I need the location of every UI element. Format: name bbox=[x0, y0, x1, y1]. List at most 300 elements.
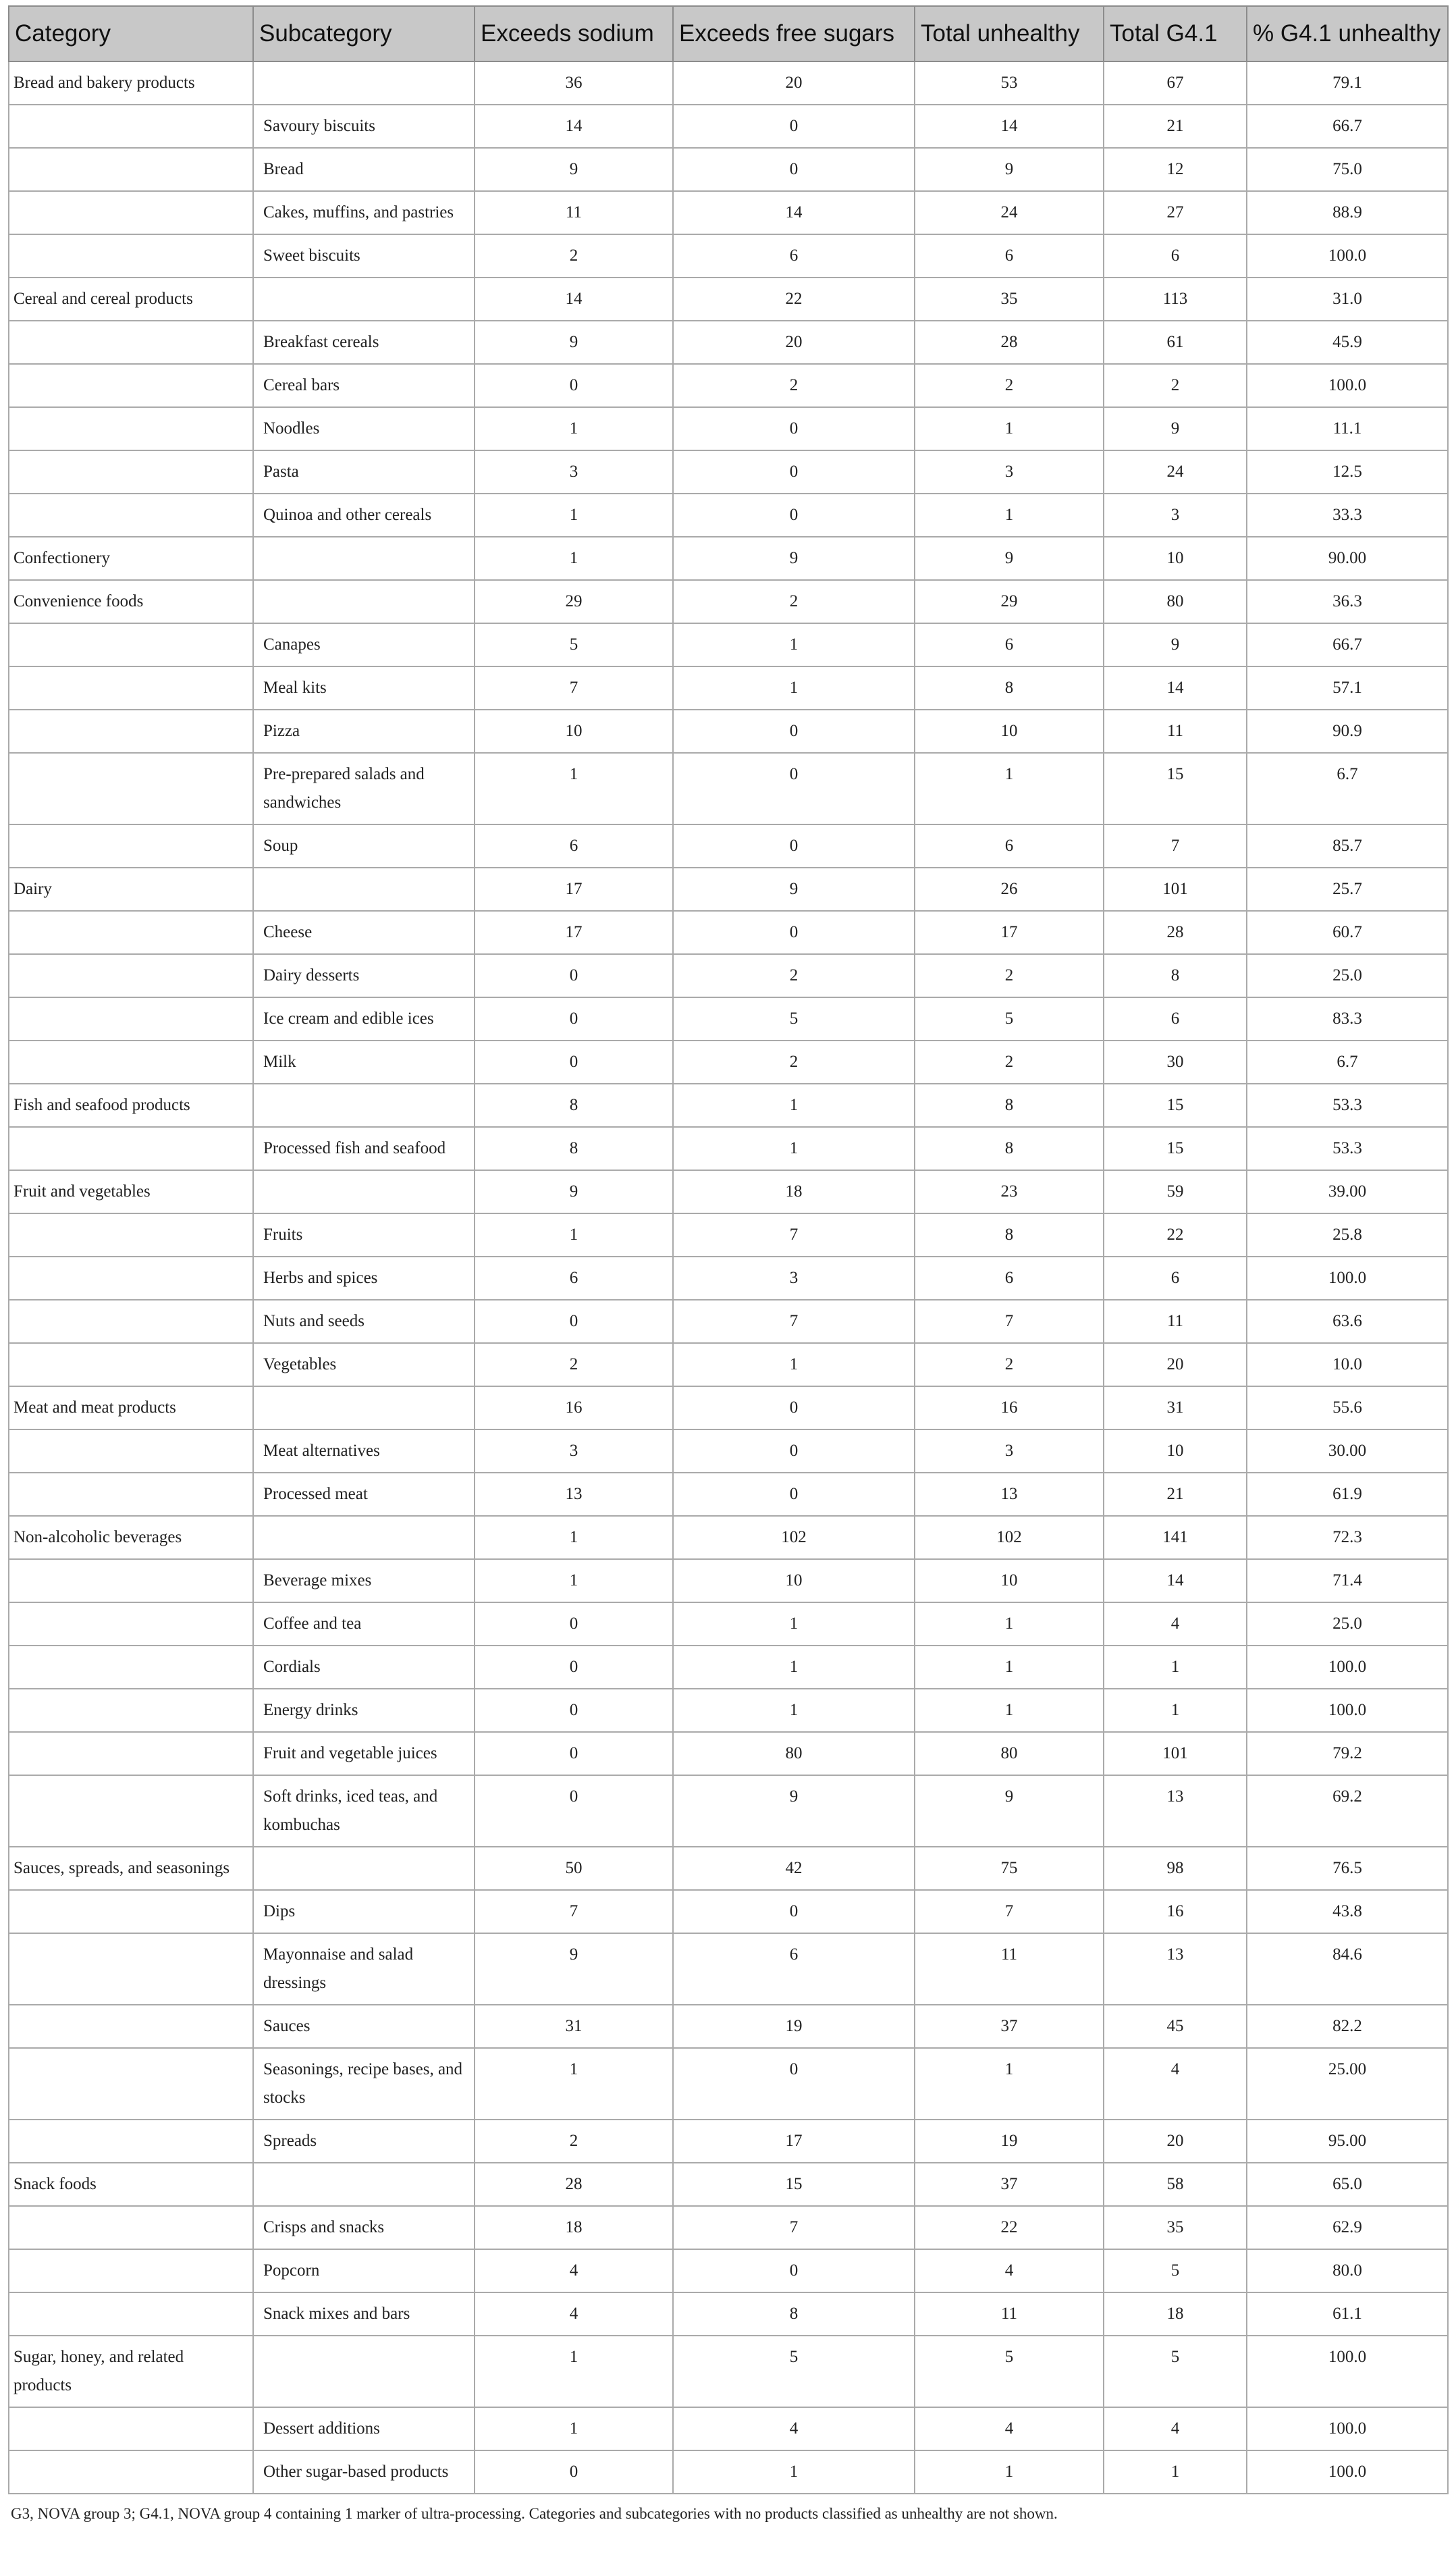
subcategory-row bbox=[9, 1429, 1448, 1473]
percent-g41-unhealthy-cell: 100.0 bbox=[1247, 2450, 1448, 2494]
category-cell bbox=[9, 105, 253, 148]
category-cell bbox=[9, 2249, 253, 2292]
total-unhealthy-cell: 1 bbox=[915, 494, 1104, 537]
percent-g41-unhealthy-cell: 90.9 bbox=[1247, 710, 1448, 753]
percent-g41-unhealthy-cell: 55.6 bbox=[1247, 1386, 1448, 1429]
subcategory-cell: Bread bbox=[253, 148, 475, 191]
percent-g41-unhealthy-cell: 88.9 bbox=[1247, 191, 1448, 234]
subcategory-row bbox=[9, 2450, 1448, 2494]
total-unhealthy-cell: 23 bbox=[915, 1170, 1104, 1213]
subcategory-cell: Dessert additions bbox=[253, 2407, 475, 2450]
subcategory-row bbox=[9, 1775, 1448, 1847]
exceeds-sodium-cell: 0 bbox=[475, 364, 673, 407]
exceeds-sodium-cell: 0 bbox=[475, 1602, 673, 1646]
exceeds-free-sugars-cell: 0 bbox=[673, 753, 915, 824]
exceeds-sodium-cell: 7 bbox=[475, 1890, 673, 1933]
category-cell bbox=[9, 2407, 253, 2450]
subcategory-row bbox=[9, 148, 1448, 191]
category-row bbox=[9, 1847, 1448, 1890]
category-cell bbox=[9, 1041, 253, 1084]
exceeds-free-sugars-cell: 0 bbox=[673, 148, 915, 191]
total-g41-cell: 10 bbox=[1104, 537, 1247, 580]
exceeds-sodium-cell: 1 bbox=[475, 2407, 673, 2450]
subcategory-cell bbox=[253, 1847, 475, 1890]
exceeds-free-sugars-cell: 5 bbox=[673, 2336, 915, 2407]
category-cell bbox=[9, 1890, 253, 1933]
percent-g41-unhealthy-cell: 60.7 bbox=[1247, 911, 1448, 954]
total-g41-cell: 61 bbox=[1104, 321, 1247, 364]
exceeds-free-sugars-cell: 0 bbox=[673, 911, 915, 954]
subcategory-cell: Fruit and vegetable juices bbox=[253, 1732, 475, 1775]
exceeds-sodium-cell: 10 bbox=[475, 710, 673, 753]
subcategory-row bbox=[9, 1473, 1448, 1516]
subcategory-cell: Seasonings, recipe bases, and stocks bbox=[253, 2048, 475, 2120]
subcategory-row bbox=[9, 1732, 1448, 1775]
percent-g41-unhealthy-cell: 12.5 bbox=[1247, 450, 1448, 494]
total-unhealthy-cell: 2 bbox=[915, 1041, 1104, 1084]
total-g41-cell: 6 bbox=[1104, 1257, 1247, 1300]
subcategory-cell bbox=[253, 61, 475, 105]
category-cell bbox=[9, 2005, 253, 2048]
total-g41-cell: 31 bbox=[1104, 1386, 1247, 1429]
subcategory-cell: Pre-prepared salads and sandwiches bbox=[253, 753, 475, 824]
subcategory-row bbox=[9, 1257, 1448, 1300]
exceeds-sodium-cell: 2 bbox=[475, 1343, 673, 1386]
header-exceeds-sodium: Exceeds sodium bbox=[475, 6, 673, 61]
subcategory-cell: Cakes, muffins, and pastries bbox=[253, 191, 475, 234]
total-g41-cell: 14 bbox=[1104, 1559, 1247, 1602]
total-unhealthy-cell: 16 bbox=[915, 1386, 1104, 1429]
percent-g41-unhealthy-cell: 66.7 bbox=[1247, 623, 1448, 666]
subcategory-cell: Popcorn bbox=[253, 2249, 475, 2292]
exceeds-free-sugars-cell: 1 bbox=[673, 2450, 915, 2494]
exceeds-sodium-cell: 2 bbox=[475, 2120, 673, 2163]
subcategory-row bbox=[9, 1602, 1448, 1646]
subcategory-cell: Cereal bars bbox=[253, 364, 475, 407]
subcategory-cell: Canapes bbox=[253, 623, 475, 666]
exceeds-sodium-cell: 4 bbox=[475, 2249, 673, 2292]
subcategory-row bbox=[9, 954, 1448, 997]
subcategory-cell: Quinoa and other cereals bbox=[253, 494, 475, 537]
total-g41-cell: 4 bbox=[1104, 2048, 1247, 2120]
subcategory-cell: Spreads bbox=[253, 2120, 475, 2163]
total-unhealthy-cell: 75 bbox=[915, 1847, 1104, 1890]
category-cell bbox=[9, 1127, 253, 1170]
category-cell bbox=[9, 2120, 253, 2163]
percent-g41-unhealthy-cell: 33.3 bbox=[1247, 494, 1448, 537]
exceeds-free-sugars-cell: 1 bbox=[673, 1602, 915, 1646]
total-unhealthy-cell: 9 bbox=[915, 1775, 1104, 1847]
category-cell bbox=[9, 911, 253, 954]
category-cell: Dairy bbox=[9, 868, 253, 911]
exceeds-sodium-cell: 31 bbox=[475, 2005, 673, 2048]
exceeds-sodium-cell: 0 bbox=[475, 997, 673, 1041]
category-cell: Meat and meat products bbox=[9, 1386, 253, 1429]
exceeds-free-sugars-cell: 0 bbox=[673, 494, 915, 537]
total-unhealthy-cell: 8 bbox=[915, 1213, 1104, 1257]
header-subcategory: Subcategory bbox=[253, 6, 475, 61]
subcategory-cell bbox=[253, 1170, 475, 1213]
total-unhealthy-cell: 37 bbox=[915, 2163, 1104, 2206]
category-cell bbox=[9, 1689, 253, 1732]
exceeds-sodium-cell: 36 bbox=[475, 61, 673, 105]
exceeds-sodium-cell: 1 bbox=[475, 2336, 673, 2407]
subcategory-row bbox=[9, 997, 1448, 1041]
subcategory-row bbox=[9, 1646, 1448, 1689]
exceeds-free-sugars-cell: 102 bbox=[673, 1516, 915, 1559]
percent-g41-unhealthy-cell: 25.00 bbox=[1247, 2048, 1448, 2120]
exceeds-sodium-cell: 9 bbox=[475, 1933, 673, 2005]
category-cell: Snack foods bbox=[9, 2163, 253, 2206]
exceeds-free-sugars-cell: 20 bbox=[673, 61, 915, 105]
exceeds-sodium-cell: 11 bbox=[475, 191, 673, 234]
subcategory-row bbox=[9, 2407, 1448, 2450]
category-cell bbox=[9, 2450, 253, 2494]
percent-g41-unhealthy-cell: 75.0 bbox=[1247, 148, 1448, 191]
percent-g41-unhealthy-cell: 100.0 bbox=[1247, 2336, 1448, 2407]
subcategory-row bbox=[9, 911, 1448, 954]
table-footnote: G3, NOVA group 3; G4.1, NOVA group 4 containing 1 marker of ultra-processing. Categories and subcategories with no products classified as unhealthy are not shown. bbox=[11, 2505, 1058, 2522]
percent-g41-unhealthy-cell: 43.8 bbox=[1247, 1890, 1448, 1933]
total-unhealthy-cell: 7 bbox=[915, 1890, 1104, 1933]
total-unhealthy-cell: 7 bbox=[915, 1300, 1104, 1343]
exceeds-sodium-cell: 8 bbox=[475, 1127, 673, 1170]
total-g41-cell: 16 bbox=[1104, 1890, 1247, 1933]
exceeds-free-sugars-cell: 0 bbox=[673, 105, 915, 148]
exceeds-free-sugars-cell: 1 bbox=[673, 1084, 915, 1127]
category-cell bbox=[9, 623, 253, 666]
exceeds-sodium-cell: 6 bbox=[475, 824, 673, 868]
subcategory-cell: Pasta bbox=[253, 450, 475, 494]
subcategory-row bbox=[9, 753, 1448, 824]
percent-g41-unhealthy-cell: 11.1 bbox=[1247, 407, 1448, 450]
exceeds-sodium-cell: 17 bbox=[475, 868, 673, 911]
total-unhealthy-cell: 17 bbox=[915, 911, 1104, 954]
category-cell bbox=[9, 753, 253, 824]
total-unhealthy-cell: 6 bbox=[915, 824, 1104, 868]
total-unhealthy-cell: 29 bbox=[915, 580, 1104, 623]
total-unhealthy-cell: 6 bbox=[915, 1257, 1104, 1300]
total-g41-cell: 35 bbox=[1104, 2206, 1247, 2249]
subcategory-cell: Beverage mixes bbox=[253, 1559, 475, 1602]
total-g41-cell: 15 bbox=[1104, 1127, 1247, 1170]
total-unhealthy-cell: 24 bbox=[915, 191, 1104, 234]
exceeds-sodium-cell: 0 bbox=[475, 1300, 673, 1343]
total-g41-cell: 24 bbox=[1104, 450, 1247, 494]
percent-g41-unhealthy-cell: 61.1 bbox=[1247, 2292, 1448, 2336]
subcategory-row bbox=[9, 1213, 1448, 1257]
category-cell: Convenience foods bbox=[9, 580, 253, 623]
total-unhealthy-cell: 37 bbox=[915, 2005, 1104, 2048]
percent-g41-unhealthy-cell: 53.3 bbox=[1247, 1084, 1448, 1127]
exceeds-sodium-cell: 28 bbox=[475, 2163, 673, 2206]
total-unhealthy-cell: 80 bbox=[915, 1732, 1104, 1775]
subcategory-cell: Milk bbox=[253, 1041, 475, 1084]
total-unhealthy-cell: 9 bbox=[915, 537, 1104, 580]
exceeds-sodium-cell: 17 bbox=[475, 911, 673, 954]
exceeds-free-sugars-cell: 0 bbox=[673, 1473, 915, 1516]
category-cell bbox=[9, 954, 253, 997]
subcategory-cell: Snack mixes and bars bbox=[253, 2292, 475, 2336]
category-cell bbox=[9, 666, 253, 710]
total-unhealthy-cell: 6 bbox=[915, 234, 1104, 278]
percent-g41-unhealthy-cell: 100.0 bbox=[1247, 234, 1448, 278]
subcategory-cell: Sweet biscuits bbox=[253, 234, 475, 278]
subcategory-row bbox=[9, 2005, 1448, 2048]
total-g41-cell: 3 bbox=[1104, 494, 1247, 537]
category-cell bbox=[9, 2206, 253, 2249]
total-g41-cell: 20 bbox=[1104, 1343, 1247, 1386]
percent-g41-unhealthy-cell: 100.0 bbox=[1247, 1257, 1448, 1300]
exceeds-free-sugars-cell: 6 bbox=[673, 234, 915, 278]
exceeds-sodium-cell: 14 bbox=[475, 278, 673, 321]
exceeds-sodium-cell: 1 bbox=[475, 494, 673, 537]
total-unhealthy-cell: 1 bbox=[915, 2048, 1104, 2120]
exceeds-free-sugars-cell: 10 bbox=[673, 1559, 915, 1602]
category-cell bbox=[9, 2048, 253, 2120]
subcategory-cell bbox=[253, 1386, 475, 1429]
category-cell bbox=[9, 1602, 253, 1646]
percent-g41-unhealthy-cell: 45.9 bbox=[1247, 321, 1448, 364]
total-unhealthy-cell: 1 bbox=[915, 753, 1104, 824]
category-row bbox=[9, 2163, 1448, 2206]
total-g41-cell: 13 bbox=[1104, 1775, 1247, 1847]
category-cell: Sauces, spreads, and seasonings bbox=[9, 1847, 253, 1890]
percent-g41-unhealthy-cell: 95.00 bbox=[1247, 2120, 1448, 2163]
subcategory-row bbox=[9, 1689, 1448, 1732]
total-g41-cell: 20 bbox=[1104, 2120, 1247, 2163]
exceeds-sodium-cell: 1 bbox=[475, 407, 673, 450]
exceeds-sodium-cell: 29 bbox=[475, 580, 673, 623]
total-unhealthy-cell: 35 bbox=[915, 278, 1104, 321]
total-g41-cell: 5 bbox=[1104, 2336, 1247, 2407]
subcategory-row bbox=[9, 494, 1448, 537]
percent-g41-unhealthy-cell: 31.0 bbox=[1247, 278, 1448, 321]
total-g41-cell: 15 bbox=[1104, 753, 1247, 824]
exceeds-free-sugars-cell: 7 bbox=[673, 2206, 915, 2249]
subcategory-row bbox=[9, 234, 1448, 278]
exceeds-free-sugars-cell: 1 bbox=[673, 1689, 915, 1732]
total-g41-cell: 13 bbox=[1104, 1933, 1247, 2005]
exceeds-free-sugars-cell: 7 bbox=[673, 1300, 915, 1343]
total-g41-cell: 27 bbox=[1104, 191, 1247, 234]
category-cell bbox=[9, 824, 253, 868]
exceeds-free-sugars-cell: 0 bbox=[673, 824, 915, 868]
category-row bbox=[9, 580, 1448, 623]
total-unhealthy-cell: 102 bbox=[915, 1516, 1104, 1559]
subcategory-cell: Coffee and tea bbox=[253, 1602, 475, 1646]
exceeds-free-sugars-cell: 0 bbox=[673, 1890, 915, 1933]
header-category: Category bbox=[9, 6, 253, 61]
total-g41-cell: 11 bbox=[1104, 1300, 1247, 1343]
total-unhealthy-cell: 4 bbox=[915, 2407, 1104, 2450]
subcategory-row bbox=[9, 191, 1448, 234]
category-cell bbox=[9, 2292, 253, 2336]
category-cell bbox=[9, 1933, 253, 2005]
exceeds-free-sugars-cell: 0 bbox=[673, 1429, 915, 1473]
total-unhealthy-cell: 8 bbox=[915, 1084, 1104, 1127]
total-unhealthy-cell: 10 bbox=[915, 1559, 1104, 1602]
total-g41-cell: 21 bbox=[1104, 1473, 1247, 1516]
subcategory-row bbox=[9, 2292, 1448, 2336]
subcategory-row bbox=[9, 364, 1448, 407]
category-cell bbox=[9, 1343, 253, 1386]
subcategory-row bbox=[9, 623, 1448, 666]
subcategory-row bbox=[9, 407, 1448, 450]
percent-g41-unhealthy-cell: 76.5 bbox=[1247, 1847, 1448, 1890]
exceeds-free-sugars-cell: 0 bbox=[673, 407, 915, 450]
subcategory-row bbox=[9, 1041, 1448, 1084]
subcategory-cell bbox=[253, 2163, 475, 2206]
percent-g41-unhealthy-cell: 62.9 bbox=[1247, 2206, 1448, 2249]
category-row bbox=[9, 61, 1448, 105]
percent-g41-unhealthy-cell: 79.1 bbox=[1247, 61, 1448, 105]
exceeds-sodium-cell: 0 bbox=[475, 1041, 673, 1084]
exceeds-free-sugars-cell: 17 bbox=[673, 2120, 915, 2163]
nutrition-table bbox=[8, 5, 1449, 2494]
category-cell bbox=[9, 1429, 253, 1473]
category-cell: Sugar, honey, and related products bbox=[9, 2336, 253, 2407]
total-g41-cell: 4 bbox=[1104, 1602, 1247, 1646]
total-g41-cell: 11 bbox=[1104, 710, 1247, 753]
category-cell: Fish and seafood products bbox=[9, 1084, 253, 1127]
subcategory-cell: Dairy desserts bbox=[253, 954, 475, 997]
exceeds-free-sugars-cell: 1 bbox=[673, 623, 915, 666]
subcategory-cell: Nuts and seeds bbox=[253, 1300, 475, 1343]
category-cell bbox=[9, 710, 253, 753]
category-cell bbox=[9, 234, 253, 278]
total-unhealthy-cell: 1 bbox=[915, 1602, 1104, 1646]
total-unhealthy-cell: 1 bbox=[915, 1646, 1104, 1689]
total-g41-cell: 98 bbox=[1104, 1847, 1247, 1890]
percent-g41-unhealthy-cell: 30.00 bbox=[1247, 1429, 1448, 1473]
total-g41-cell: 10 bbox=[1104, 1429, 1247, 1473]
exceeds-free-sugars-cell: 5 bbox=[673, 997, 915, 1041]
exceeds-free-sugars-cell: 1 bbox=[673, 1343, 915, 1386]
percent-g41-unhealthy-cell: 85.7 bbox=[1247, 824, 1448, 868]
subcategory-cell: Vegetables bbox=[253, 1343, 475, 1386]
category-cell: Bread and bakery products bbox=[9, 61, 253, 105]
category-cell bbox=[9, 1646, 253, 1689]
total-unhealthy-cell: 9 bbox=[915, 148, 1104, 191]
category-row bbox=[9, 2336, 1448, 2407]
exceeds-sodium-cell: 14 bbox=[475, 105, 673, 148]
subcategory-cell: Ice cream and edible ices bbox=[253, 997, 475, 1041]
percent-g41-unhealthy-cell: 25.0 bbox=[1247, 954, 1448, 997]
total-g41-cell: 80 bbox=[1104, 580, 1247, 623]
total-g41-cell: 59 bbox=[1104, 1170, 1247, 1213]
subcategory-row bbox=[9, 2120, 1448, 2163]
total-g41-cell: 2 bbox=[1104, 364, 1247, 407]
exceeds-sodium-cell: 1 bbox=[475, 2048, 673, 2120]
total-g41-cell: 67 bbox=[1104, 61, 1247, 105]
exceeds-sodium-cell: 1 bbox=[475, 537, 673, 580]
percent-g41-unhealthy-cell: 69.2 bbox=[1247, 1775, 1448, 1847]
total-g41-cell: 5 bbox=[1104, 2249, 1247, 2292]
category-cell: Cereal and cereal products bbox=[9, 278, 253, 321]
category-cell bbox=[9, 1300, 253, 1343]
total-g41-cell: 28 bbox=[1104, 911, 1247, 954]
total-unhealthy-cell: 6 bbox=[915, 623, 1104, 666]
exceeds-sodium-cell: 4 bbox=[475, 2292, 673, 2336]
total-g41-cell: 9 bbox=[1104, 623, 1247, 666]
category-cell bbox=[9, 364, 253, 407]
total-g41-cell: 30 bbox=[1104, 1041, 1247, 1084]
header-exceeds-free-sugars: Exceeds free sugars bbox=[673, 6, 915, 61]
percent-g41-unhealthy-cell: 80.0 bbox=[1247, 2249, 1448, 2292]
subcategory-cell bbox=[253, 537, 475, 580]
subcategory-cell bbox=[253, 1084, 475, 1127]
header-total-unhealthy: Total unhealthy bbox=[915, 6, 1104, 61]
subcategory-row bbox=[9, 2048, 1448, 2120]
exceeds-free-sugars-cell: 2 bbox=[673, 1041, 915, 1084]
exceeds-free-sugars-cell: 8 bbox=[673, 2292, 915, 2336]
total-unhealthy-cell: 1 bbox=[915, 2450, 1104, 2494]
subcategory-cell: Noodles bbox=[253, 407, 475, 450]
exceeds-free-sugars-cell: 80 bbox=[673, 1732, 915, 1775]
percent-g41-unhealthy-cell: 57.1 bbox=[1247, 666, 1448, 710]
subcategory-row bbox=[9, 710, 1448, 753]
total-unhealthy-cell: 13 bbox=[915, 1473, 1104, 1516]
header-percent-g41-unhealthy: % G4.1 unhealthy bbox=[1247, 6, 1448, 61]
exceeds-sodium-cell: 0 bbox=[475, 1646, 673, 1689]
percent-g41-unhealthy-cell: 25.7 bbox=[1247, 868, 1448, 911]
percent-g41-unhealthy-cell: 100.0 bbox=[1247, 2407, 1448, 2450]
exceeds-free-sugars-cell: 7 bbox=[673, 1213, 915, 1257]
exceeds-sodium-cell: 1 bbox=[475, 1516, 673, 1559]
exceeds-sodium-cell: 18 bbox=[475, 2206, 673, 2249]
percent-g41-unhealthy-cell: 39.00 bbox=[1247, 1170, 1448, 1213]
subcategory-cell: Pizza bbox=[253, 710, 475, 753]
total-g41-cell: 6 bbox=[1104, 234, 1247, 278]
exceeds-free-sugars-cell: 2 bbox=[673, 580, 915, 623]
category-row bbox=[9, 1516, 1448, 1559]
exceeds-sodium-cell: 5 bbox=[475, 623, 673, 666]
category-cell bbox=[9, 997, 253, 1041]
total-g41-cell: 12 bbox=[1104, 148, 1247, 191]
header-row bbox=[9, 6, 1448, 61]
total-g41-cell: 21 bbox=[1104, 105, 1247, 148]
exceeds-free-sugars-cell: 0 bbox=[673, 2048, 915, 2120]
exceeds-free-sugars-cell: 0 bbox=[673, 1386, 915, 1429]
total-g41-cell: 141 bbox=[1104, 1516, 1247, 1559]
subcategory-cell: Meal kits bbox=[253, 666, 475, 710]
exceeds-sodium-cell: 8 bbox=[475, 1084, 673, 1127]
percent-g41-unhealthy-cell: 53.3 bbox=[1247, 1127, 1448, 1170]
exceeds-sodium-cell: 50 bbox=[475, 1847, 673, 1890]
subcategory-cell: Processed meat bbox=[253, 1473, 475, 1516]
category-cell bbox=[9, 321, 253, 364]
total-unhealthy-cell: 4 bbox=[915, 2249, 1104, 2292]
total-unhealthy-cell: 1 bbox=[915, 1689, 1104, 1732]
exceeds-sodium-cell: 3 bbox=[475, 450, 673, 494]
total-unhealthy-cell: 22 bbox=[915, 2206, 1104, 2249]
percent-g41-unhealthy-cell: 65.0 bbox=[1247, 2163, 1448, 2206]
percent-g41-unhealthy-cell: 25.8 bbox=[1247, 1213, 1448, 1257]
total-g41-cell: 8 bbox=[1104, 954, 1247, 997]
subcategory-row bbox=[9, 450, 1448, 494]
subcategory-row bbox=[9, 1127, 1448, 1170]
subcategory-cell: Meat alternatives bbox=[253, 1429, 475, 1473]
total-unhealthy-cell: 8 bbox=[915, 666, 1104, 710]
exceeds-sodium-cell: 1 bbox=[475, 1559, 673, 1602]
subcategory-cell: Soup bbox=[253, 824, 475, 868]
percent-g41-unhealthy-cell: 83.3 bbox=[1247, 997, 1448, 1041]
exceeds-sodium-cell: 3 bbox=[475, 1429, 673, 1473]
subcategory-cell: Herbs and spices bbox=[253, 1257, 475, 1300]
exceeds-sodium-cell: 1 bbox=[475, 753, 673, 824]
exceeds-free-sugars-cell: 0 bbox=[673, 450, 915, 494]
